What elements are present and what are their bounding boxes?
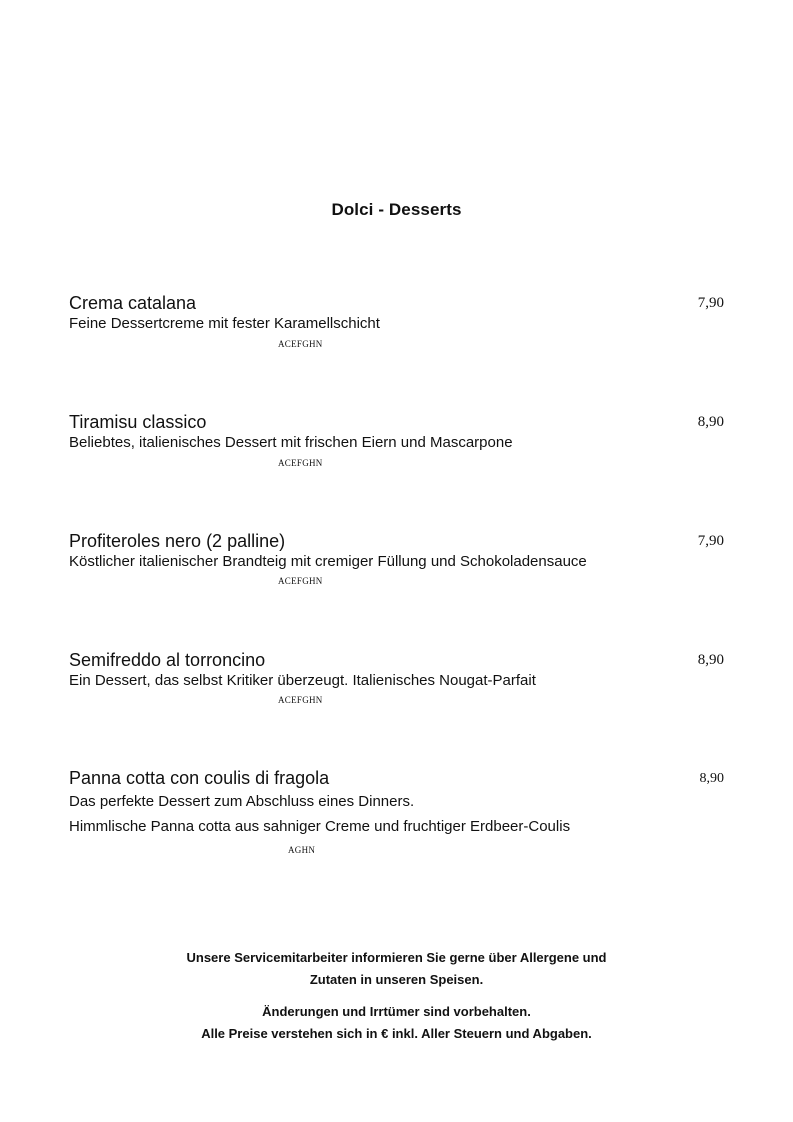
item-price: 7,90 [697,295,724,311]
item-price: 8,90 [697,652,724,668]
footer-price-note [0,1001,793,1045]
item-description: Das perfekte Dessert zum Abschluss eines Dinners. [69,793,415,810]
menu-item [69,767,724,836]
item-name: Semifreddo al torroncino [69,650,266,670]
menu-item [69,649,724,690]
page-title: Dolci - Desserts [331,200,462,219]
allergen-codes: ACEFGHN [278,458,323,468]
item-description: Feine Dessertcreme mit fester Karamellschicht [69,315,380,332]
item-name: Crema catalana [69,293,197,313]
allergen-codes: ACEFGHN [278,695,323,705]
allergen-codes: ACEFGHN [278,339,323,349]
allergen-codes: ACEFGHN [278,576,323,586]
footer-line: Unsere Servicemitarbeiter informieren Sie gerne über Allergene und [186,950,607,965]
allergen-codes: AGHN [288,845,316,855]
menu-item [69,292,724,333]
item-description: Beliebtes, italienisches Dessert mit frischen Eiern und Mascarpone [69,434,513,451]
item-name: Tiramisu classico [69,412,207,432]
item-description: Köstlicher italienischer Brandteig mit cremiger Füllung und Schokoladensauce [69,553,587,570]
menu-item [69,411,724,452]
item-description: Ein Dessert, das selbst Kritiker überzeugt. Italienisches Nougat-Parfait [69,672,536,689]
item-name: Panna cotta con coulis di fragola [69,768,330,788]
footer-line: Zutaten in unseren Speisen. [309,972,484,987]
menu-item [69,530,724,571]
item-price: 8,90 [699,771,724,786]
footer-line: Änderungen und Irrtümer sind vorbehalten. [262,1004,531,1019]
footer-line: Alle Preise verstehen sich in € inkl. Aller Steuern und Abgaben. [201,1026,592,1041]
footer-allergen-note [0,947,793,991]
item-price: 7,90 [697,533,724,549]
item-description-secondary: Himmlische Panna cotta aus sahniger Creme und fruchtiger Erdbeer-Coulis [69,818,571,835]
item-name: Profiteroles nero (2 palline) [69,531,286,551]
item-price: 8,90 [697,414,724,430]
